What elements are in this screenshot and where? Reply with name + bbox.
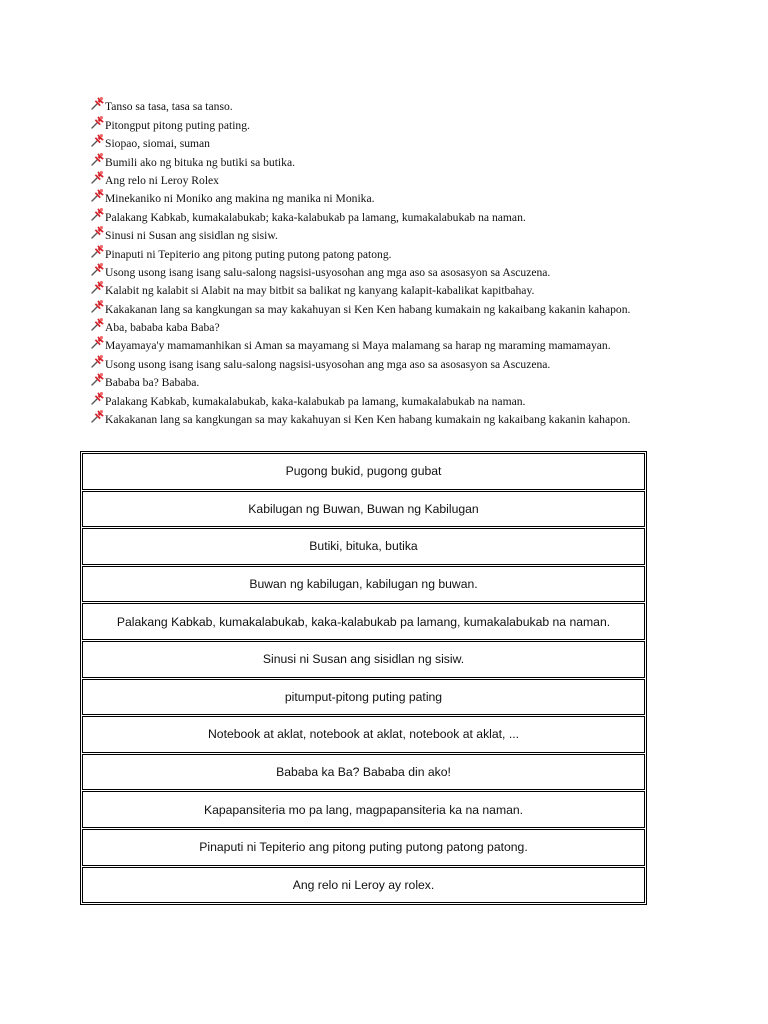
list-item-text: Pinaputi ni Tepiterio ang pitong puting putong patong patong. bbox=[105, 247, 392, 261]
list-item bbox=[90, 132, 710, 150]
table-row bbox=[82, 641, 645, 678]
tongue-twister-table-wrapper bbox=[80, 451, 647, 905]
table-row bbox=[82, 491, 645, 528]
list-item bbox=[90, 187, 710, 205]
list-item bbox=[90, 95, 710, 113]
pushpin-icon bbox=[90, 187, 106, 203]
list-item-text: Sinusi ni Susan ang sisidlan ng sisiw. bbox=[105, 229, 278, 243]
table-row bbox=[82, 566, 645, 603]
pushpin-icon bbox=[90, 169, 106, 185]
list-item-text: Kalabit ng kalabit si Alabit na may bitbit sa balikat ng kanyang kalapit-kabalikat kapitbahay. bbox=[105, 284, 535, 298]
list-item bbox=[90, 352, 710, 370]
table-row bbox=[82, 829, 645, 866]
tongue-twister-table bbox=[80, 451, 647, 905]
table-row bbox=[82, 453, 645, 490]
table-cell: Bababa ka Ba? Bababa din ako! bbox=[82, 754, 645, 791]
pushpin-icon bbox=[90, 95, 106, 111]
list-item bbox=[90, 113, 710, 131]
pushpin-icon bbox=[90, 132, 106, 148]
list-item bbox=[90, 224, 710, 242]
list-item bbox=[90, 334, 710, 352]
list-item-text: Palakang Kabkab, kumakalabukab, kaka-kalabukab pa lamang, kumakalabukab na naman. bbox=[105, 394, 526, 408]
table-cell: Pinaputi ni Tepiterio ang pitong puting putong patong patong. bbox=[82, 829, 645, 866]
list-item-text: Tanso sa tasa, tasa sa tanso. bbox=[105, 100, 233, 114]
pushpin-icon bbox=[90, 298, 106, 314]
table-cell: Butiki, bituka, butika bbox=[82, 528, 645, 565]
pushpin-icon bbox=[90, 114, 106, 130]
pushpin-icon bbox=[90, 316, 106, 332]
table-row bbox=[82, 603, 645, 640]
pushpin-icon bbox=[90, 353, 106, 369]
list-item-text: Bumili ako ng bituka ng butiki sa butika. bbox=[105, 155, 295, 169]
table-row bbox=[82, 754, 645, 791]
pushpin-icon bbox=[90, 408, 106, 424]
list-item bbox=[90, 408, 710, 426]
list-item-text: Palakang Kabkab, kumakalabukab; kaka-kalabukab pa lamang, kumakalabukab na naman. bbox=[105, 210, 526, 224]
list-item-text: Bababa ba? Bababa. bbox=[105, 376, 200, 390]
table-cell: Pugong bukid, pugong gubat bbox=[82, 453, 645, 490]
list-item bbox=[90, 205, 710, 223]
list-item bbox=[90, 316, 710, 334]
list-item-text: Minekaniko ni Moniko ang makina ng manika ni Monika. bbox=[105, 192, 375, 206]
list-item-text: Siopao, siomai, suman bbox=[105, 137, 210, 151]
list-item-text: Usong usong isang isang salu-salong nagsisi-usyosohan ang mga aso sa asosasyon sa Ascuzena. bbox=[105, 265, 551, 279]
list-item bbox=[90, 389, 710, 407]
list-item bbox=[90, 169, 710, 187]
table-row bbox=[82, 716, 645, 753]
list-item bbox=[90, 297, 710, 315]
list-item-text: Kakakanan lang sa kangkungan sa may kakahuyan si Ken Ken habang kumakain ng kakaibang kakanin kahapon. bbox=[105, 413, 631, 427]
table-row bbox=[82, 791, 645, 828]
list-item-text: Pitongput pitong puting pating. bbox=[105, 118, 250, 132]
list-item-text: Usong usong isang isang salu-salong nagsisi-usyosohan ang mga aso sa asosasyon sa Ascuzena. bbox=[105, 357, 551, 371]
table-cell: Buwan ng kabilugan, kabilugan ng buwan. bbox=[82, 566, 645, 603]
pushpin-icon bbox=[90, 334, 106, 350]
table-row bbox=[82, 679, 645, 716]
pushpin-icon bbox=[90, 261, 106, 277]
table-cell: Sinusi ni Susan ang sisidlan ng sisiw. bbox=[82, 641, 645, 678]
tongue-twister-list bbox=[90, 95, 710, 426]
table-cell: Kapapansiteria mo pa lang, magpapansiteria ka na naman. bbox=[82, 791, 645, 828]
list-item bbox=[90, 150, 710, 168]
pushpin-icon bbox=[90, 206, 106, 222]
table-cell: Notebook at aklat, notebook at aklat, notebook at aklat, ... bbox=[82, 716, 645, 753]
list-item-text: Kakakanan lang sa kangkungan sa may kakahuyan si Ken Ken habang kumakain ng kakaibang kakanin kahapon. bbox=[105, 302, 631, 316]
table-row bbox=[82, 867, 645, 904]
list-item-text: Mayamaya'y mamamanhikan si Aman sa mayamang si Maya malamang sa harap ng maraming mamamayan. bbox=[105, 339, 611, 353]
table-cell: Palakang Kabkab, kumakalabukab, kaka-kalabukab pa lamang, kumakalabukab na naman. bbox=[82, 603, 645, 640]
table-row bbox=[82, 528, 645, 565]
pushpin-icon bbox=[90, 279, 106, 295]
table-cell: Kabilugan ng Buwan, Buwan ng Kabilugan bbox=[82, 491, 645, 528]
pushpin-icon bbox=[90, 224, 106, 240]
list-item-text: Aba, bababa kaba Baba? bbox=[105, 321, 220, 335]
list-item bbox=[90, 279, 710, 297]
list-item bbox=[90, 242, 710, 260]
list-item bbox=[90, 371, 710, 389]
list-item bbox=[90, 261, 710, 279]
pushpin-icon bbox=[90, 390, 106, 406]
pushpin-icon bbox=[90, 371, 106, 387]
table-cell: Ang relo ni Leroy ay rolex. bbox=[82, 867, 645, 904]
pushpin-icon bbox=[90, 151, 106, 167]
pushpin-icon bbox=[90, 243, 106, 259]
table-cell: pitumput-pitong puting pating bbox=[82, 679, 645, 716]
list-item-text: Ang relo ni Leroy Rolex bbox=[105, 173, 219, 187]
